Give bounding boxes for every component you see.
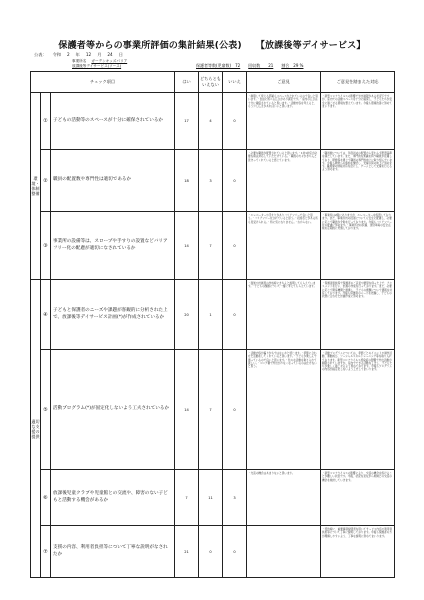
question-text: 事業所の設備等は、スロープや手すりの設置などバリアフリー化の配慮が適切になされているか <box>51 212 175 280</box>
header-response: ご意見を踏まえた対応 <box>321 72 395 93</box>
neither-count: 7 <box>199 212 223 280</box>
table-row <box>31 280 395 350</box>
opinion-text: ・活動内容が偏りがちではないかと感じます。・季節に合わせた活動をしてくれていると思います。・子どもが楽しんで通っているので良いと思います。・色々な活動を取り入れて欲しい。・コロナ禍で外出が少なくなっているのは仕方ないと思う。 <box>247 350 321 470</box>
question-text: 活動プログラム(*)が固定化しないよう工夫されているか <box>51 350 175 470</box>
question-text: 職員の配置数や専門性は適切であるか <box>51 150 175 212</box>
category-support: 適切な支援の提供 <box>31 280 41 578</box>
header-neither: どちらともいえない <box>199 72 223 93</box>
publication-date: 公表： 令和 2 年 12 月 24 日 <box>34 52 123 57</box>
no-count: 0 <box>223 93 247 150</box>
no-count: 3 <box>223 470 247 526</box>
table-row <box>31 150 395 212</box>
header-opinion: ご意見 <box>247 72 321 93</box>
response-text: ・契約時に、重要事項説明書を用いてサービス内容や利用者負担等について丁寧に説明しております。今後も保護者の方が理解しやすいよう、丁寧な説明に努めてまいります。 <box>321 526 395 578</box>
neither-count: 3 <box>199 150 223 212</box>
yes-count: 21 <box>175 526 199 578</box>
header-check-items: チェック項目 <box>31 72 175 93</box>
yes-count: 14 <box>175 212 199 280</box>
row-number: ⑦ <box>41 526 51 578</box>
no-count: 0 <box>223 350 247 470</box>
table-row <box>31 526 395 578</box>
header-yes: はい <box>175 72 199 93</box>
header-row <box>31 72 395 93</box>
response-rate: 割合 29 % <box>281 63 304 68</box>
yes-count: 7 <box>175 470 199 526</box>
response-text: ・事業所は2階にありますが、エレベーターを設置しております。また、事業所内の段差についても安全に配慮し、必要に応じて職員が介助を行っております。今後もバリアフリー化の配慮に努めます。・事業所内の設備、送迎車両の安全点検を定期的に実施しております。 <box>321 212 395 280</box>
page-title: 保護者等からの事業所評価の集計結果(公表) 【放課後等デイサービス】 <box>58 41 366 51</box>
response-text: ・新型コロナウイルスの影響で外出制限がある状況下ですが、室内での活動スペースを十分に確保し、子どもたちが安全に過ごせる環境を整えています。今後も環境改善に努めてまいります。 <box>321 93 395 150</box>
no-count: 0 <box>223 212 247 280</box>
category-environment: 環境・体制整備 <box>31 93 41 280</box>
yes-count: 14 <box>175 350 199 470</box>
row-number: ② <box>41 150 51 212</box>
neither-count: 0 <box>199 526 223 578</box>
row-number: ③ <box>41 212 51 280</box>
opinion-text: ・必要な職員が配置されていると思います。・1対1対応が必要な時は対応していただけている。・職員の方々がきちんと見守ってくれていると感じています。 <box>247 150 321 212</box>
row-number: ⑤ <box>41 350 51 470</box>
table-row <box>31 350 395 470</box>
response-count: 回収数 21 <box>248 63 274 68</box>
facility-info: 事業所名 ガーデンキッズパリア 放課後等デイサービス(ソース) <box>72 59 128 68</box>
row-number: ⑥ <box>41 470 51 526</box>
neither-count: 1 <box>199 280 223 350</box>
header-no: いいえ <box>223 72 247 93</box>
response-text: ・活動プログラムについては、季節ごとのイベントや制作活動、運動遊び、ソーシャルスキルトレーニング等を取り入れております。新型コロナウイルス感染症の影響で外出活動が制限されていますが、室内でできる活動を工夫し、子どもたちが楽しく過ごせるよう努めております。今後もプログラムの内容が固定化しないよう工夫してまいります。 <box>321 350 395 470</box>
question-text: 子どもと保護者のニーズや課題が客観的に分析された上で、放課後等デイサービス計画(*)が作成されているか <box>51 280 175 350</box>
yes-count: 18 <box>175 150 199 212</box>
response-text: ・保護者面談等で保護者のご意見や要望を伺った上で、アセスメントを行い、計画の作成を行っております。また、必要に応じて関係機関と連携し、子どもの課題について情報を共有しております。今後も保護者のニーズを把握し、子どもの状態に合わせた計画作成に努めます。 <box>321 280 395 350</box>
response-text: ・新型コロナウイルスの影響により、交流の機会を設けることが難しい状況です。今後、状況を見ながら地域との交流の機会を検討していきます。 <box>321 470 395 526</box>
row-number: ① <box>41 93 51 150</box>
table-row <box>31 212 395 280</box>
survey-stats <box>196 63 311 69</box>
neither-count: 11 <box>199 470 223 526</box>
no-count: 0 <box>223 526 247 578</box>
no-count: 0 <box>223 150 247 212</box>
question-text: 放課後児童クラブや児童館との交流や、障害のない子どもと活動する機会があるか <box>51 470 175 526</box>
service-type: 【放課後等デイサービス】 <box>255 41 366 51</box>
opinion-text <box>247 526 321 578</box>
response-text: ・職員数については、年度初めの配置から変わらず配置基準を満たしています。また、専門的な知識を持つ職員が在籍しており、研修等を通じて職員の専門性向上に取り組んでいます。今後も研修への参加を継続し、支援の質の向上に努めます。職員間の情報共有を密にし、チームとして支援を行えるよう努めます。 <box>321 150 395 212</box>
no-count: 0 <box>223 280 247 350</box>
guardian-count: 保護者等数(児童数) 72 <box>196 63 241 68</box>
opinion-text: ・制限して使える部屋もスペースがとれているので良いと思います。・自由に遊べる広さがあり満足です。・室内の広さは十分に確保されていると思います。・活動内容を考えると、もう少し広さがあればいいと思います。 <box>247 93 321 150</box>
table-row <box>31 470 395 526</box>
neither-count: 4 <box>199 93 223 150</box>
opinion-text: ・面談や計画書の作成時にきちんと説明してもらえています。・子どもの課題について一緒に考えてもらえています。 <box>247 280 321 350</box>
opinion-text: ・交流の機会はあまりないと思います。 <box>247 470 321 526</box>
question-text: 支援の内容、利用者負担等について丁寧な説明がなされたか <box>51 526 175 578</box>
evaluation-table <box>30 71 395 578</box>
neither-count: 7 <box>199 350 223 470</box>
yes-count: 20 <box>175 280 199 350</box>
yes-count: 17 <box>175 93 199 150</box>
table-row <box>31 93 395 150</box>
row-number: ④ <box>41 280 51 350</box>
opinion-text: ・エレベーターや手すりがありバリアフリーで良いと思う。・バリアフリー化されていると思う。・段差などがある所も見受けられる。・特に気になりません。・わからない。 <box>247 212 321 280</box>
question-text: 子どもの活動等のスペースが十分に確保されているか <box>51 93 175 150</box>
